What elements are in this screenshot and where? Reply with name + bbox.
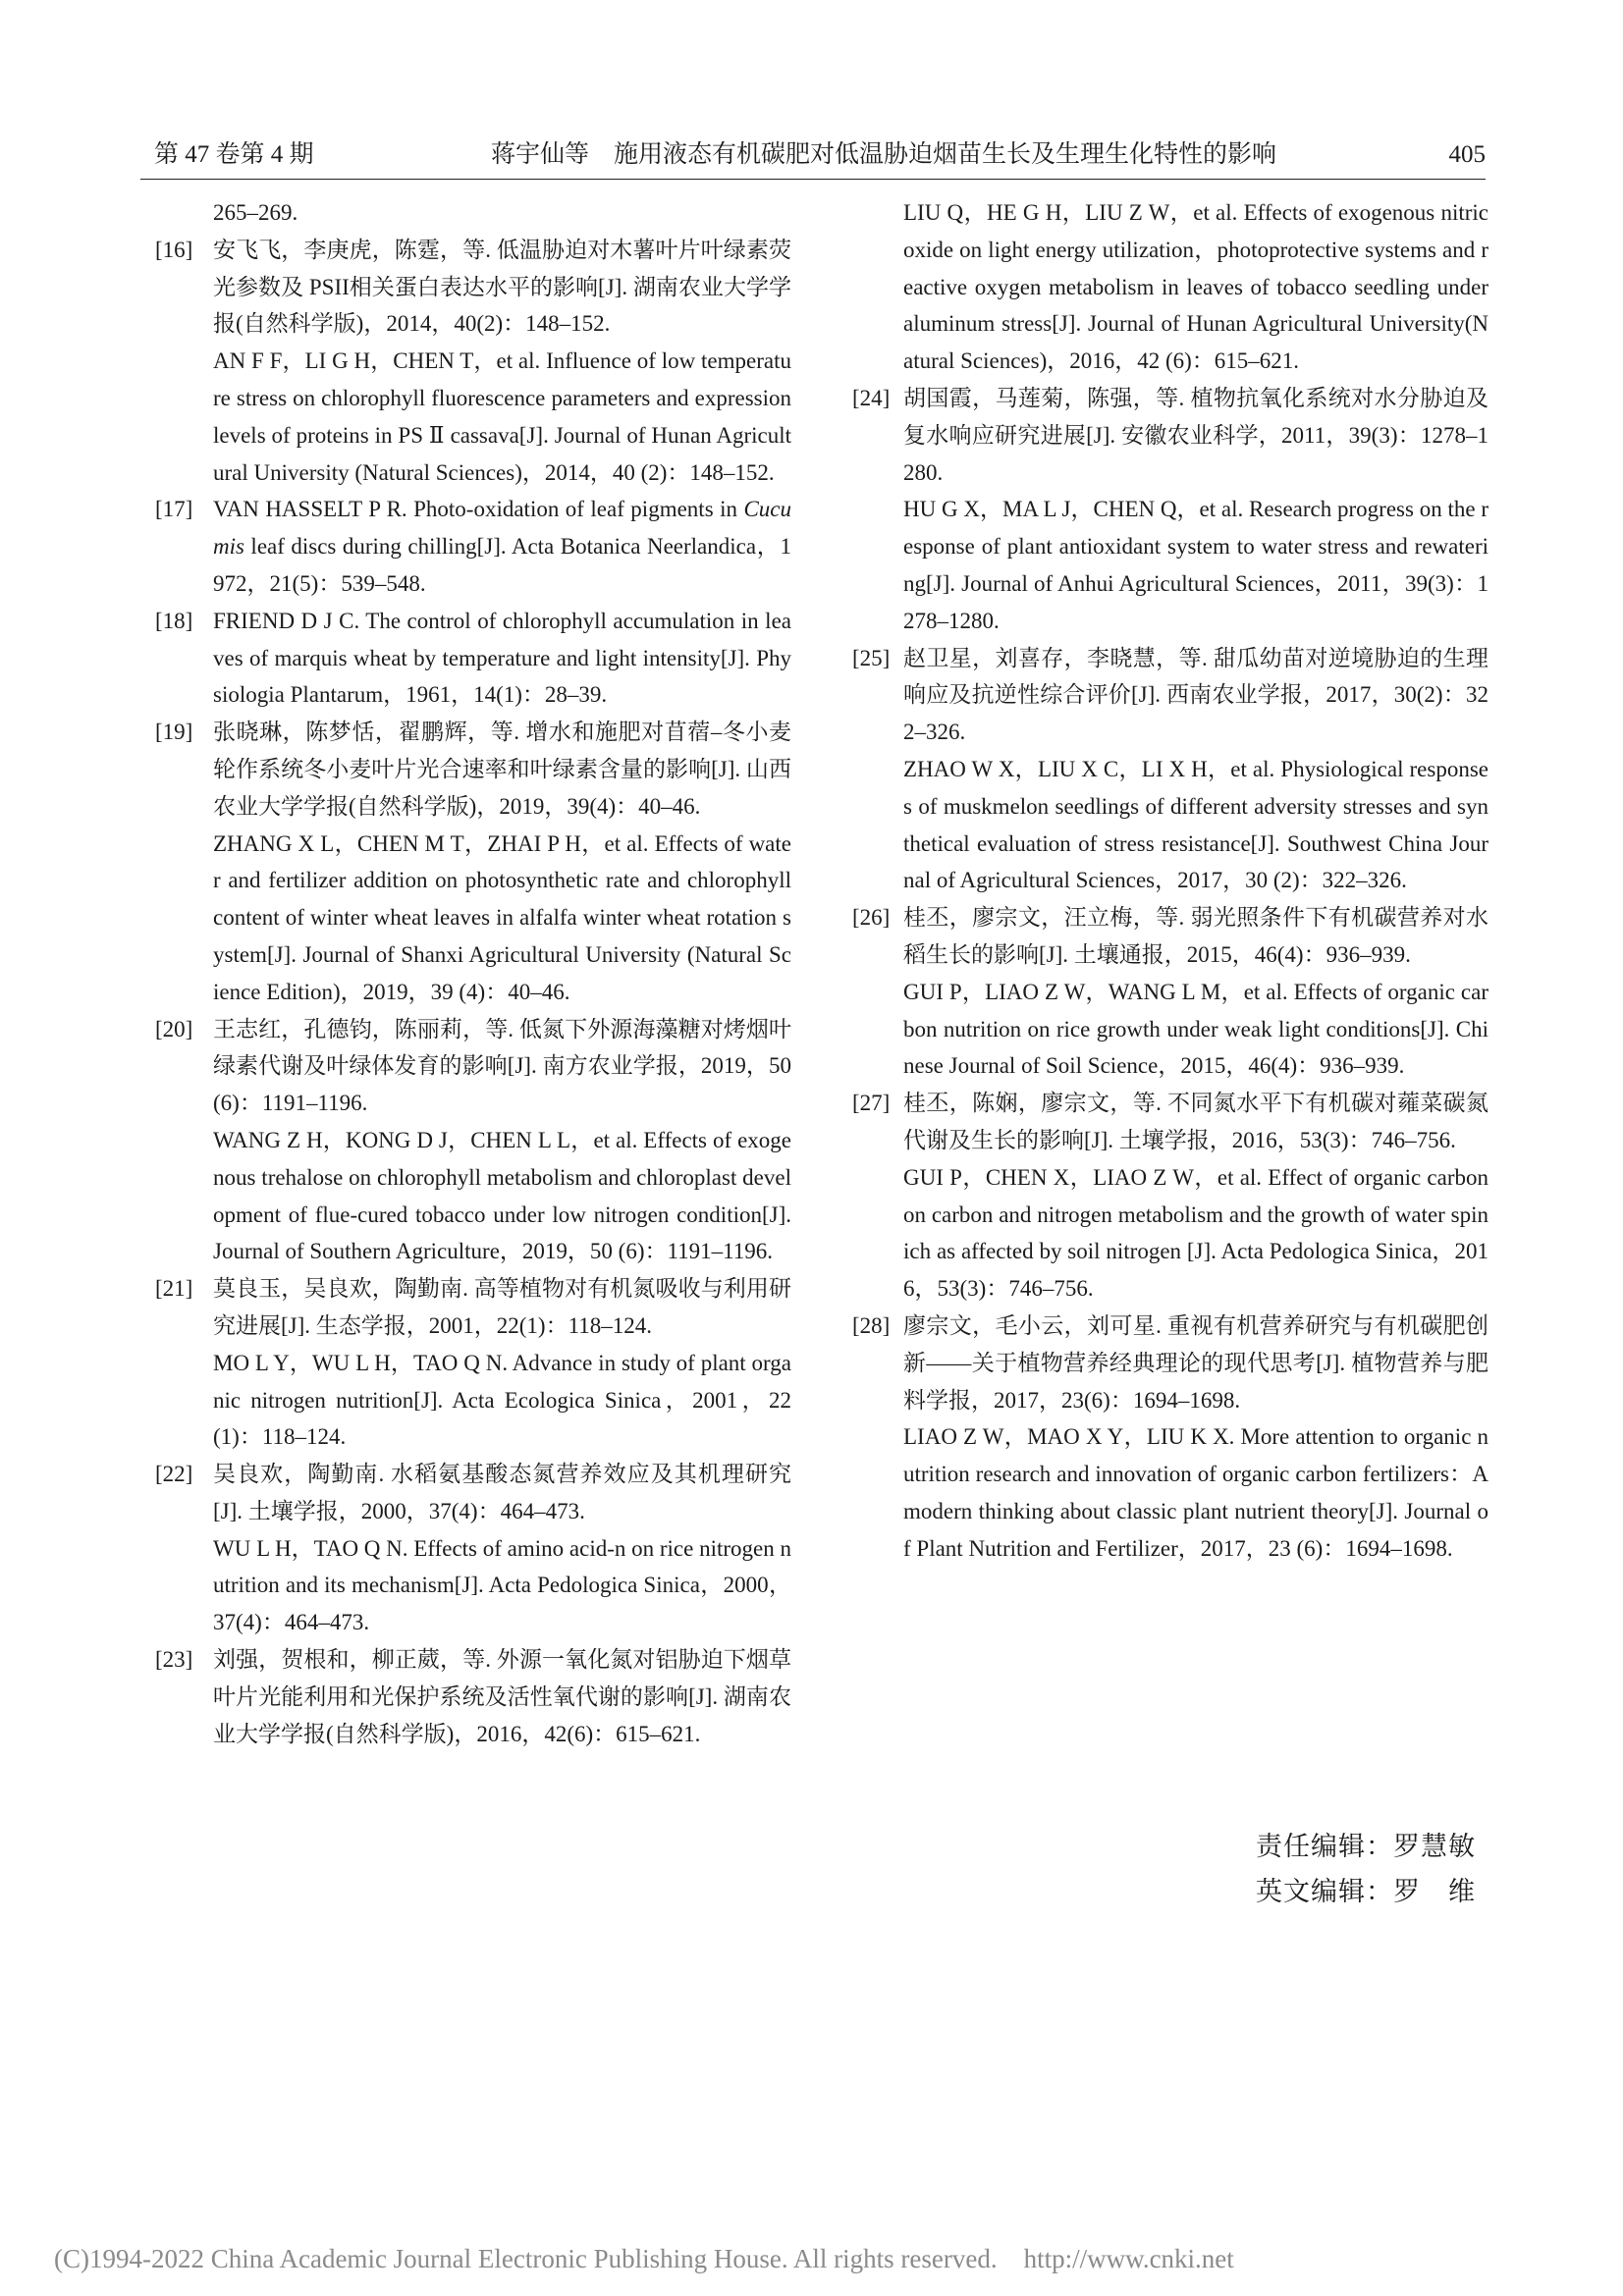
article-running-title: 蒋宇仙等 施用液态有机碳肥对低温胁迫烟苗生长及生理生化特性的影响 xyxy=(491,141,1277,168)
reference-entry xyxy=(155,603,791,714)
reference-text: GUI P，LIAO Z W，WANG L M，et al. Effects of organic carbon nutrition on rice growth under weak light conditions[J]. Chinese Journal of Soil Science，2015，46(4)：936–939. xyxy=(903,979,1488,1079)
reference-entry xyxy=(155,1011,791,1271)
reference-text: 王志红，孔德钧，陈丽莉，等. 低氮下外源海藻糖对烤烟叶绿素代谢及叶绿体发育的影响[J]. 南方农业学报，2019，50(6)：1191–1196. xyxy=(213,1016,791,1116)
reference-text: 桂丕，廖宗文，汪立梅，等. 弱光照条件下有机碳营养对水稻生长的影响[J]. 土壤通报，2015，46(4)：936–939. xyxy=(903,905,1488,967)
reference-entry xyxy=(155,491,791,602)
references-right-column xyxy=(852,194,1488,1567)
reference-text: GUI P，CHEN X，LIAO Z W，et al. Effect of organic carbon on carbon and nitrogen metabolism and the growth of water spinich as affected by soil nitrogen [J]. Acta Pedologica Sinica，2016，53(3)：746–756. xyxy=(903,1164,1488,1302)
reference-text: 胡国霞，马莲菊，陈强，等. 植物抗氧化系统对水分胁迫及复水响应研究进展[J]. 安徽农业科学，2011，39(3)：1278–1280. xyxy=(903,385,1488,485)
reference-entry xyxy=(155,1456,791,1641)
reference-text: FRIEND D J C. The control of chlorophyll accumulation in leaves of marquis wheat by temperature and light intensity[J]. Physiologia Plantarum，1961，14(1)：28–39. xyxy=(213,608,791,708)
reference-list-right xyxy=(852,380,1488,1568)
reference-number: [28] xyxy=(852,1312,891,1338)
reference-entry xyxy=(852,380,1488,640)
responsible-editor: 责任编辑：罗慧敏 xyxy=(1256,1832,1476,1861)
page-number: 405 xyxy=(1448,141,1486,168)
reference-text-part: VAN HASSELT P R. Photo-oxidation of leaf pigments in xyxy=(213,497,744,522)
reference-text: 张晓琳，陈梦恬，翟鹏辉，等. 增水和施肥对苜蓿–冬小麦轮作系统冬小麦叶片光合速率和叶绿素含量的影响[J]. 山西农业大学学报(自然科学版)，2019，39(4)：40–46. xyxy=(213,720,791,819)
reference-number: [25] xyxy=(852,645,891,670)
reference-text: LIAO Z W，MAO X Y，LIU K X. More attention to organic nutrition research and innovation of organic carbon fertilizers：A modern thinking about classic plant nutrient theory[J]. Journal of Plant Nutrition and Fertilizer，2017，23 (6)：1694–1698. xyxy=(903,1424,1488,1561)
reference-entry xyxy=(852,1085,1488,1308)
reference-continuation xyxy=(155,194,791,232)
reference-text: ZHAO W X，LIU X C，LI X H，et al. Physiological responses of muskmelon seedlings of different adversity stresses and synthetical evaluation of stress resistance[J]. Southwest China Journal of Agricultural Sciences，2017，30 (2)：322–326. xyxy=(903,756,1488,893)
reference-text: HU G X，MA L J，CHEN Q，et al. Research progress on the response of plant antioxidant system to water stress and rewatering[J]. Journal of Anhui Agricultural Sciences，2011，39(3)：1278–1280. xyxy=(903,497,1488,633)
reference-number: [19] xyxy=(155,720,193,745)
reference-text: 桂丕，陈娴，廖宗文，等. 不同氮水平下有机碳对蕹菜碳氮代谢及生长的影响[J]. 土壤学报，2016，53(3)：746–756. xyxy=(903,1091,1488,1152)
reference-text: WU L H，TAO Q N. Effects of amino acid-n on rice nitrogen nutrition and its mechanism[J]. Acta Pedologica Sinica，2000，37(4)：464–473. xyxy=(213,1535,791,1635)
header-rule xyxy=(140,179,1486,180)
reference-text: 吴良欢，陶勤南. 水稻氨基酸态氮营养效应及其机理研究[J]. 土壤学报，2000，37(4)：464–473. xyxy=(213,1462,791,1523)
reference-entry xyxy=(155,1270,791,1456)
reference-entry xyxy=(852,899,1488,1085)
reference-entry xyxy=(852,1308,1488,1568)
references-left-column xyxy=(155,194,791,1752)
reference-text: MO L Y，WU L H，TAO Q N. Advance in study of plant organic nitrogen nutrition[J]. Acta Ecologica Sinica，2001，22 (1)：118–124. xyxy=(213,1350,791,1450)
running-header xyxy=(140,137,1486,173)
reference-entry xyxy=(155,232,791,492)
reference-entry xyxy=(155,1641,791,1752)
species-name: Cucumis xyxy=(213,497,791,560)
reference-entry xyxy=(852,640,1488,900)
reference-text-part: leaf discs during chilling[J]. Acta Botanica Neerlandica，1972，21(5)：539–548. xyxy=(213,534,791,596)
reference-continuation xyxy=(852,194,1488,380)
reference-number: [26] xyxy=(852,905,891,931)
reference-text: 安飞飞，李庚虎，陈霆，等. 低温胁迫对木薯叶片叶绿素荧光参数及 PSII相关蛋白表达水平的影响[J]. 湖南农业大学学报(自然科学版)，2014，40(2)：148–152. xyxy=(213,237,791,337)
reference-text: LIU Q，HE G H，LIU Z W，et al. Effects of exogenous nitric oxide on light energy utilization，photoprotective systems and reactive oxygen metabolism in leaves of tobacco seedling under aluminum stress[J]. Journal of Hunan Agricultural University(Natural Sciences)，2016，42 (6)：615–621. xyxy=(903,200,1488,374)
reference-text: 刘强，贺根和，柳正葳，等. 外源一氧化氮对铝胁迫下烟草叶片光能利用和光保护系统及活性氧代谢的影响[J]. 湖南农业大学学报(自然科学版)，2016，42(6)：615–621. xyxy=(213,1647,791,1746)
reference-number: [16] xyxy=(155,237,193,262)
reference-text: 265–269. xyxy=(213,200,298,225)
reference-number: [20] xyxy=(155,1016,193,1041)
reference-text: WANG Z H，KONG D J，CHEN L L，et al. Effects of exogenous trehalose on chlorophyll metabolism and chloroplast development of flue-cured tobacco under low nitrogen condition[J]. Journal of Southern Agriculture，2019，50 (6)：1191–1196. xyxy=(213,1127,791,1264)
editor-credits xyxy=(1256,1824,1476,1914)
reference-text: ZHANG X L，CHEN M T，ZHAI P H，et al. Effects of water and fertilizer addition on photosynthetic rate and chlorophyll content of winter wheat leaves in alfalfa winter wheat rotation system[J]. Journal of Shanxi Agricultural University (Natural Science Edition)，2019，39 (4)：40–46. xyxy=(213,830,791,1004)
reference-entry xyxy=(155,714,791,1010)
reference-number: [21] xyxy=(155,1276,193,1302)
reference-number: [24] xyxy=(852,385,891,410)
reference-text: 莫良玉，吴良欢，陶勤南. 高等植物对有机氮吸收与利用研究进展[J]. 生态学报，2001，22(1)：118–124. xyxy=(213,1276,791,1338)
reference-number: [27] xyxy=(852,1091,891,1116)
reference-number: [22] xyxy=(155,1462,193,1487)
copyright-footer: (C)1994-2022 China Academic Journal Electronic Publishing House. All rights reserved. http://www.cnki.net xyxy=(54,2244,1234,2273)
reference-list-left xyxy=(155,232,791,1753)
reference-text: AN F F，LI G H，CHEN T，et al. Influence of low temperature stress on chlorophyll fluorescence parameters and expression levels of proteins in PS Ⅱ cassava[J]. Journal of Hunan Agricultural University (Natural Sciences)，2014，40 (2)：148–152. xyxy=(213,348,791,485)
reference-number: [23] xyxy=(155,1647,193,1673)
english-editor: 英文编辑：罗 维 xyxy=(1256,1877,1476,1906)
reference-number: [17] xyxy=(155,497,193,522)
reference-text xyxy=(213,491,791,602)
journal-volume-issue: 第 47 卷第 4 期 xyxy=(154,141,314,168)
reference-text: 廖宗文，毛小云，刘可星. 重视有机营养研究与有机碳肥创新——关于植物营养经典理论的现代思考[J]. 植物营养与肥料学报，2017，23(6)：1694–1698. xyxy=(903,1312,1488,1413)
reference-text: 赵卫星，刘喜存，李晓慧，等. 甜瓜幼苗对逆境胁迫的生理响应及抗逆性综合评价[J]. 西南农业学报，2017，30(2)：322–326. xyxy=(903,645,1488,745)
reference-number: [18] xyxy=(155,608,193,633)
